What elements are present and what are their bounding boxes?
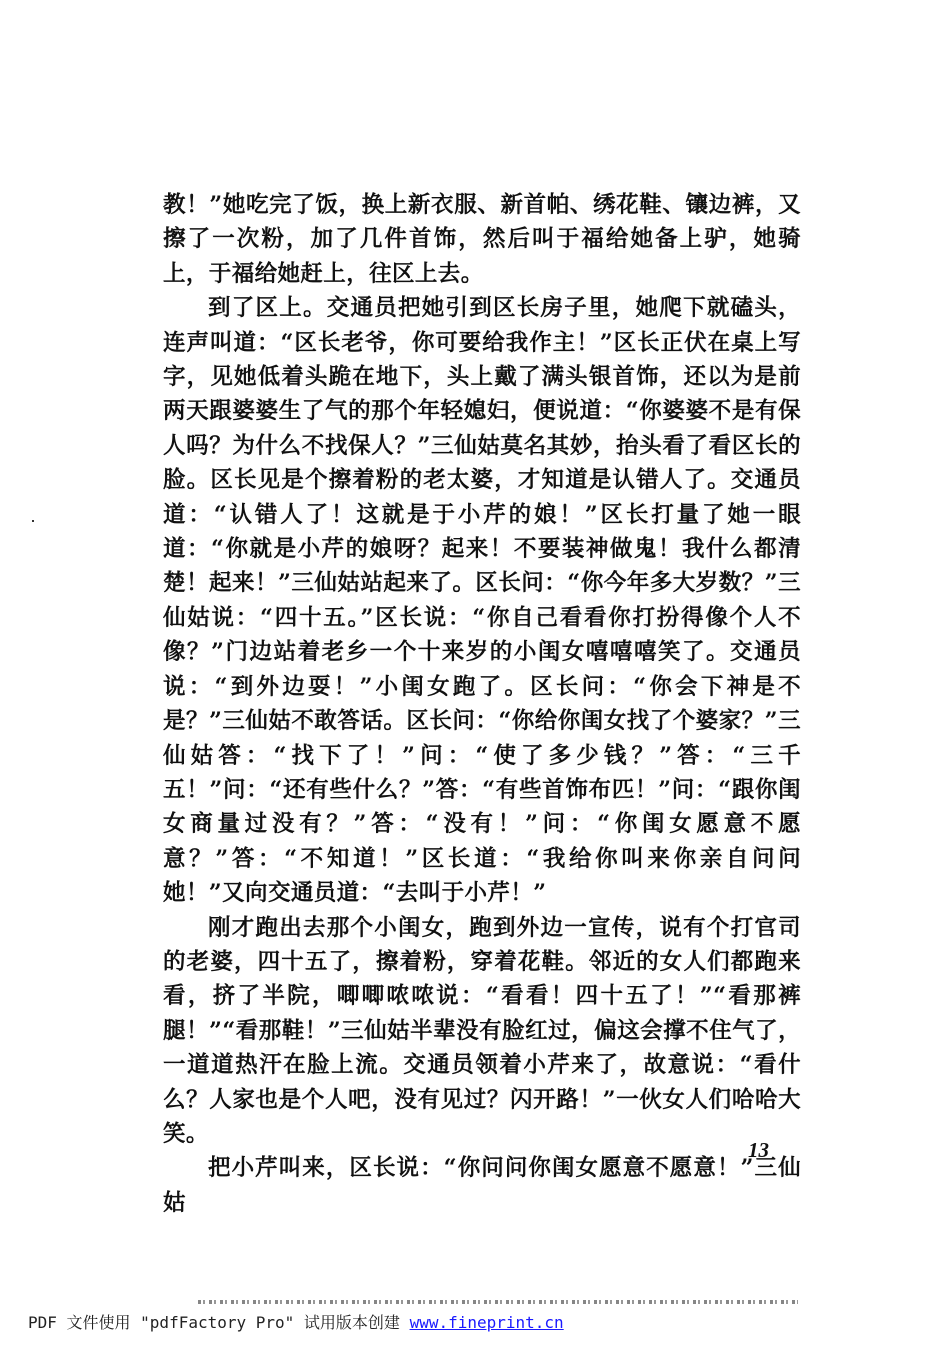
pdf-footer	[28, 1310, 564, 1333]
page-number: 13	[748, 1138, 769, 1162]
footer-link[interactable]: www.fineprint.cn	[409, 1313, 564, 1332]
paragraph: 到了区上。交通员把她引到区长房子里，她爬下就磕头，连声叫道：“区长老爷，你可要给我作主！”区长正伏在桌上写字，见她低着头跪在地下，头上戴了满头银首饰，还以为是前两天跟婆婆生了气的那个年轻媳妇，便说道：“你婆婆不是有保人吗？为什么不找保人？”三仙姑莫名其妙，抬头看了看区长的脸。区长见是个擦着粉的老太婆，才知道是认错人了。交通员道：“认错人了！这就是于小芹的娘！”区长打量了她一眼道：“你就是小芹的娘呀？起来！不要装神做鬼！我什么都清楚！起来！”三仙姑站起来了。区长问：“你今年多大岁数？”三仙姑说：“四十五。”区长说：“你自己看看你打扮得像个人不像？”门边站着老乡一个十来岁的小闺女嘻嘻嘻笑了。交通员说：“到外边耍！”小闺女跑了。区长问：“你会下神是不是？”三仙姑不敢答话。区长问：“你给你闺女找了个婆家？”三仙姑答：“找下了！”问：“使了多少钱？”答：“三千五！”问：“还有些什么？”答：“有些首饰布匹！”问：“跟你闺女商量过没有？”答：“没有！”问：“你闺女愿意不愿意？”答：“不知道！”区长道：“我给你叫来你亲自问问她！”又向交通员道：“去叫于小芹！”	[163, 295, 801, 907]
paragraph: 教！”她吃完了饭，换上新衣服、新首帕、绣花鞋、镶边裤，又擦了一次粉，加了几件首饰，然后叫于福给她备上驴，她骑上，于福给她赶上，往区上去。	[163, 192, 801, 287]
paragraph: 把小芹叫来，区长说：“你问问你闺女愿意不愿意！”三仙姑	[163, 1155, 801, 1216]
paragraph: 刚才跑出去那个小闺女，跑到外边一宣传，说有个打官司的老婆，四十五了，擦着粉，穿着花鞋。邻近的女人们都跑来看，挤了半院，唧唧哝哝说：“看看！四十五了！”“看那裤腿！”“看那鞋！”三仙姑半辈没有脸红过，偏这会撑不住气了，一道道热汗在脸上流。交通员领着小芹来了，故意说：“看什么？人家也是个人吧，没有见过？闪开路！”一伙女人们哈哈大笑。	[163, 914, 801, 1147]
page-body	[163, 188, 801, 1220]
scan-artifact-dot	[32, 520, 34, 522]
footer-text: PDF 文件使用 "pdfFactory Pro" 试用版本创建	[28, 1313, 410, 1332]
scan-artifact-line	[198, 1300, 798, 1304]
